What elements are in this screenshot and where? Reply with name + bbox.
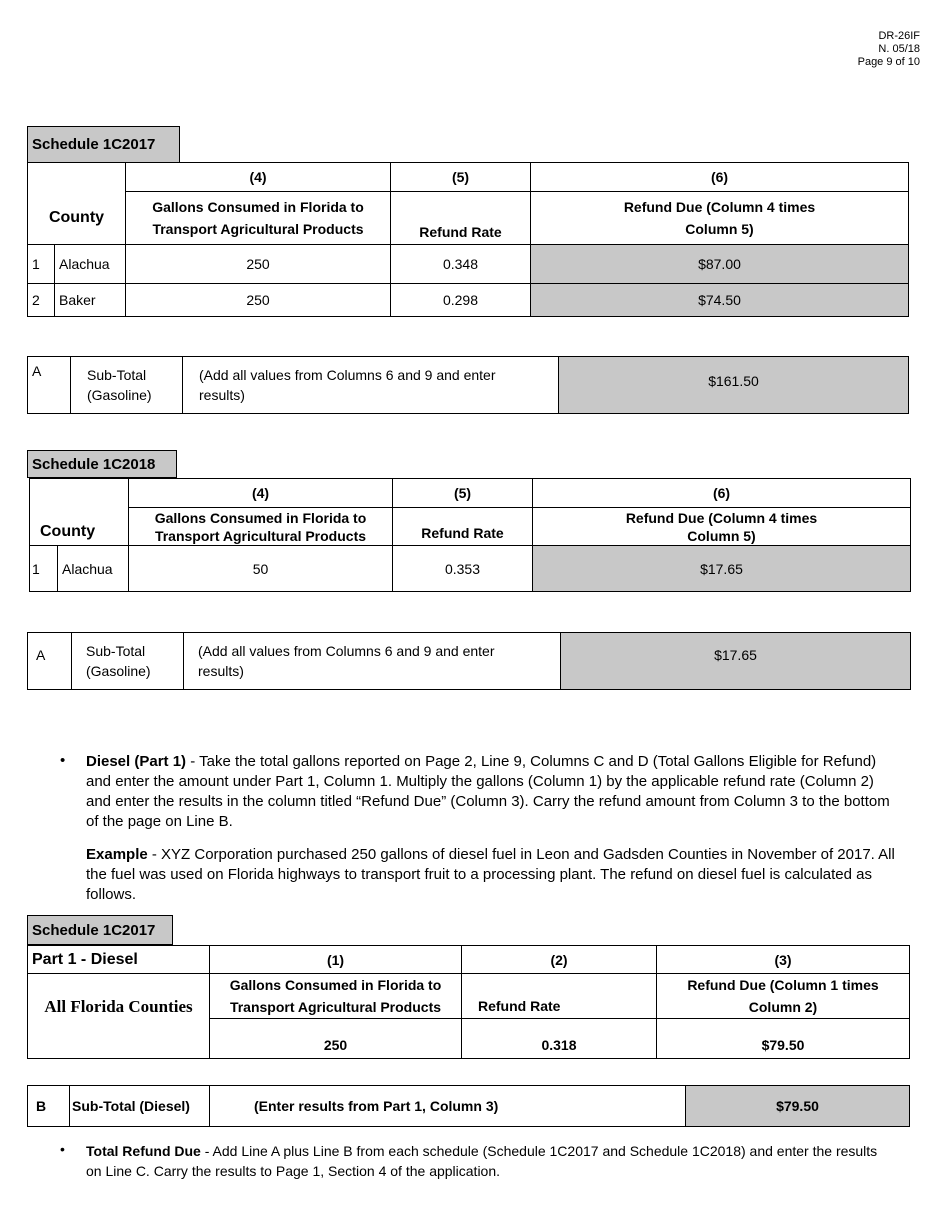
diesel-rate[interactable]: 0.318 bbox=[462, 1019, 657, 1059]
row-rate[interactable]: 0.353 bbox=[393, 546, 533, 592]
total-refund-text: - Add Line A plus Line B from each schedule (Schedule 1C2017 and Schedule 1C2018) and enter the results on Line C. Carry the results to Page 1, Section 4 of the application. bbox=[86, 1143, 878, 1179]
refund-rate-header: Refund Rate bbox=[462, 974, 657, 1019]
schedule-1c2017-label: Schedule 1C2017 bbox=[27, 126, 180, 163]
row-gallons[interactable]: 250 bbox=[126, 245, 391, 284]
example-title: Example bbox=[86, 846, 148, 863]
col5-number: (5) bbox=[391, 163, 531, 192]
total-refund-title: Total Refund Due bbox=[86, 1143, 201, 1159]
subtotal-value: $161.50 bbox=[559, 357, 909, 414]
refund-rate-header: Refund Rate bbox=[393, 508, 533, 546]
refund-due-header: Refund Due (Column 4 times Column 5) bbox=[531, 192, 909, 245]
row-county: Baker bbox=[55, 284, 126, 317]
form-header bbox=[858, 30, 920, 69]
diesel-instructions bbox=[86, 752, 896, 832]
subtotal-instructions: (Add all values from Columns 6 and 9 and enter results) bbox=[183, 357, 559, 414]
col4-number: (4) bbox=[126, 163, 391, 192]
subtotal-a-2017 bbox=[27, 356, 909, 414]
diesel-title: Diesel (Part 1) bbox=[86, 753, 187, 770]
subtotal-label: Sub-Total (Diesel) bbox=[70, 1086, 210, 1127]
line-letter: A bbox=[28, 357, 71, 414]
subtotal-label: Sub-Total (Gasoline) bbox=[72, 633, 184, 690]
county-header: County bbox=[30, 508, 129, 546]
col2-number: (2) bbox=[462, 946, 657, 974]
subtotal-instructions: (Enter results from Part 1, Column 3) bbox=[210, 1086, 686, 1127]
subtotal-value: $79.50 bbox=[686, 1086, 910, 1127]
county-header: County bbox=[28, 192, 126, 245]
schedule-1c2018-label: Schedule 1C2018 bbox=[27, 450, 177, 478]
example-text: - XYZ Corporation purchased 250 gallons of diesel fuel in Leon and Gadsden Counties in November of 2017. All the fuel was used on Florida highways to transport fruit to a processing plant. The refund on diesel fuel is calculated as follows. bbox=[86, 846, 895, 903]
row-refund-due: $17.65 bbox=[533, 546, 911, 592]
line-letter: B bbox=[28, 1086, 70, 1127]
row-number: 1 bbox=[30, 546, 58, 592]
col6-number: (6) bbox=[531, 163, 909, 192]
gallons-header: Gallons Consumed in Florida to Transport Agricultural Products bbox=[129, 508, 393, 546]
form-number: DR-26IF bbox=[878, 30, 920, 42]
diesel-refund-due: $79.50 bbox=[657, 1019, 910, 1059]
refund-due-header: Refund Due (Column 1 times Column 2) bbox=[657, 974, 910, 1019]
subtotal-value: $17.65 bbox=[561, 633, 911, 690]
row-refund-due: $74.50 bbox=[531, 284, 909, 317]
col4-number: (4) bbox=[129, 479, 393, 508]
subtotal-a-2018 bbox=[27, 632, 911, 690]
county-header-top bbox=[30, 479, 129, 508]
col6-number: (6) bbox=[533, 479, 911, 508]
county-header-top bbox=[28, 163, 126, 192]
all-florida-counties: All Florida Counties bbox=[28, 974, 210, 1059]
diesel-example bbox=[86, 845, 896, 905]
schedule-1c2017-table bbox=[27, 162, 909, 317]
row-rate[interactable]: 0.298 bbox=[391, 284, 531, 317]
row-rate[interactable]: 0.348 bbox=[391, 245, 531, 284]
diesel-table bbox=[27, 945, 910, 1059]
form-revision: N. 05/18 bbox=[878, 43, 920, 55]
row-refund-due: $87.00 bbox=[531, 245, 909, 284]
part1-diesel-label: Part 1 - Diesel bbox=[28, 946, 210, 974]
gallons-header: Gallons Consumed in Florida to Transport Agricultural Products bbox=[210, 974, 462, 1019]
bullet-icon: • bbox=[60, 752, 66, 769]
bullet-icon: • bbox=[60, 1141, 65, 1157]
subtotal-instructions: (Add all values from Columns 6 and 9 and enter results) bbox=[184, 633, 561, 690]
refund-rate-header: Refund Rate bbox=[391, 192, 531, 245]
col3-number: (3) bbox=[657, 946, 910, 974]
diesel-gallons[interactable]: 250 bbox=[210, 1019, 462, 1059]
schedule-1c2017-diesel-label: Schedule 1C2017 bbox=[27, 915, 173, 945]
refund-due-header: Refund Due (Column 4 times Column 5) bbox=[533, 508, 911, 546]
row-gallons[interactable]: 50 bbox=[129, 546, 393, 592]
row-number: 1 bbox=[28, 245, 55, 284]
row-number: 2 bbox=[28, 284, 55, 317]
row-county: Alachua bbox=[55, 245, 126, 284]
row-county: Alachua bbox=[58, 546, 129, 592]
gallons-header: Gallons Consumed in Florida to Transport Agricultural Products bbox=[126, 192, 391, 245]
diesel-text: - Take the total gallons reported on Page 2, Line 9, Columns C and D (Total Gallons Eligible for Refund) and enter the amount under Part 1, Column 1. Multiply the gallons (Column 1) by the applicable refund rate (Column 2) and enter the results in the column titled “Refund Due” (Column 3). Carry the refund amount from Column 3 to the bottom of the page on Line B. bbox=[86, 753, 890, 830]
subtotal-label: Sub-Total (Gasoline) bbox=[71, 357, 183, 414]
col5-number: (5) bbox=[393, 479, 533, 508]
row-gallons[interactable]: 250 bbox=[126, 284, 391, 317]
line-letter: A bbox=[28, 633, 72, 690]
total-refund-instructions bbox=[86, 1141, 896, 1181]
subtotal-b-diesel bbox=[27, 1085, 910, 1127]
schedule-1c2018-table bbox=[29, 478, 911, 592]
col1-number: (1) bbox=[210, 946, 462, 974]
page-number: Page 9 of 10 bbox=[857, 56, 920, 68]
